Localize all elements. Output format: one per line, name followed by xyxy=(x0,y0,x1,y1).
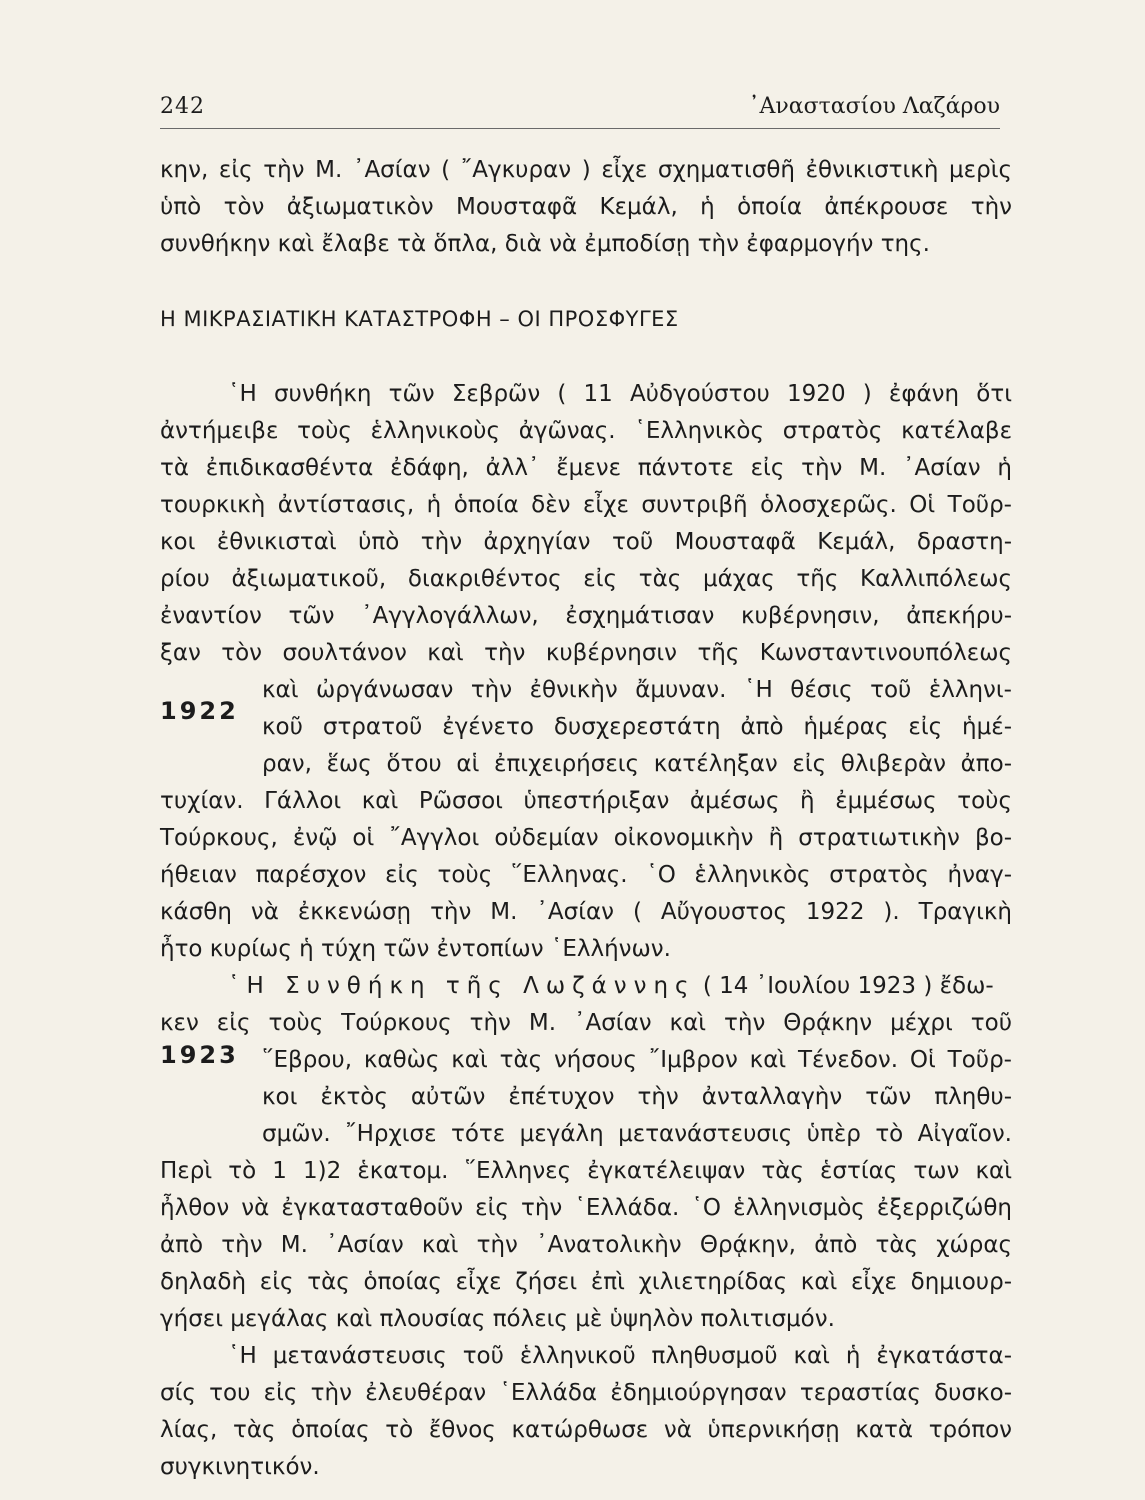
text-line: ῞Εβρου, καθὼς καὶ τὰς νήσους ῎Ιμβρον καὶ Τένεδον. Οἱ Τοῦρ- xyxy=(262,1047,1012,1073)
section-heading: Η ΜΙΚΡΑΣΙΑΤΙΚΗ ΚΑΤΑΣΤΡΟΦΗ – ΟΙ ΠΡΟΣΦΥΓΕΣ xyxy=(160,307,679,331)
page-number: 242 xyxy=(160,94,205,119)
text-line: ῾Η συνθήκη τῶν Σεβρῶν ( 11 Αὐδγούστου 1920 ) ἐφάνη ὅτι xyxy=(228,381,1012,407)
text-line: συνθήκην καὶ ἔλαβε τὰ ὅπλα, διὰ νὰ ἐμποδίσῃ τὴν ἐφαρμογήν της. xyxy=(160,231,930,257)
text-line: κοι ἐκτὸς αὐτῶν ἐπέτυχον τὴν ἀνταλλαγὴν τῶν πληθυ- xyxy=(262,1084,1012,1110)
text-line: ραν, ἕως ὅτου αἱ ἐπιχειρήσεις κατέληξαν εἰς θλιβερὰν ἀπο- xyxy=(262,751,1012,777)
text-line: Τούρκους, ἐνῷ οἱ ῎Αγγλοι οὐδεμίαν οἰκονομικὴν ἢ στρατιωτικὴν βο- xyxy=(160,825,1012,851)
running-title: ᾽Αναστασίου Λαζάρου xyxy=(748,94,1000,119)
text-line: ἀπὸ τὴν Μ. ᾽Ασίαν καὶ τὴν ᾽Ανατολικὴν Θρᾴκην, ἀπὸ τὰς χώρας xyxy=(160,1232,1012,1258)
text-line: ἐναντίον τῶν ᾽Αγγλογάλλων, ἐσχημάτισαν κυβέρνησιν, ἀπεκήρυ- xyxy=(160,603,1012,629)
text-line: ξαν τὸν σουλτάνον καὶ τὴν κυβέρνησιν τῆς Κωνσταντινουπόλεως xyxy=(160,640,1012,666)
text-line: τὰ ἐπιδικασθέντα ἐδάφη, ἀλλ᾽ ἔμενε πάντοτε εἰς τὴν Μ. ᾽Ασίαν ἡ xyxy=(160,455,1012,481)
text-line: καὶ ὠργάνωσαν τὴν ἐθνικὴν ἄμυναν. ῾Η θέσις τοῦ ἑλληνι- xyxy=(262,677,1012,703)
text-line: σίς του εἰς τὴν ἐλευθέραν ῾Ελλάδα ἐδημιούργησαν τεραστίας δυσκο- xyxy=(160,1380,1012,1406)
margin-year-1922: 1922 xyxy=(160,697,239,725)
text-line: δηλαδὴ εἰς τὰς ὁποίας εἶχε ζήσει ἐπὶ χιλιετηρίδας καὶ εἶχε δημιουρ- xyxy=(160,1269,1012,1295)
text-line: τουρκικὴ ἀντίστασις, ἡ ὁποία δὲν εἶχε συντριβῆ ὁλοσχερῶς. Οἱ Τοῦρ- xyxy=(160,492,1012,518)
text-line: ρίου ἀξιωματικοῦ, διακριθέντος εἰς τὰς μάχας τῆς Καλλιπόλεως xyxy=(160,566,1012,592)
text-line: ήθειαν παρέσχον εἰς τοὺς ῞Ελληνας. ῾Ο ἑλληνικὸς στρατὸς ἠναγ- xyxy=(160,862,1012,888)
text-line: κην, εἰς τὴν Μ. ᾽Ασίαν ( ῎Αγκυραν ) εἶχε σχηματισθῆ ἐθνικιστικὴ μερὶς xyxy=(160,157,1012,183)
text-line: ῾Η μετανάστευσις τοῦ ἑλληνικοῦ πληθυσμοῦ καὶ ἡ ἐγκατάστα- xyxy=(228,1343,1012,1369)
text-line: Περὶ τὸ 1 1)2 ἑκατομ. ῞Ελληνες ἐγκατέλειψαν τὰς ἑστίας των καὶ xyxy=(160,1158,1012,1184)
text-line: ὑπὸ τὸν ἀξιωματικὸν Μουσταφᾶ Κεμάλ, ἡ ὁποία ἀπέκρουσε τὴν xyxy=(160,194,1012,220)
text-line: κοι ἐθνικισταὶ ὑπὸ τὴν ἀρχηγίαν τοῦ Μουσταφᾶ Κεμάλ, δραστη- xyxy=(160,529,1012,555)
margin-year-1923: 1923 xyxy=(160,1041,239,1069)
text-line: συγκινητικόν. xyxy=(160,1454,320,1480)
treaty-name-spaced: ῾Η Συνθήκη τῆς Λωζάννης xyxy=(228,973,696,999)
text-line: γήσει μεγάλας καὶ πλουσίας πόλεις μὲ ὑψηλὸν πολιτισμόν. xyxy=(160,1306,835,1332)
text-line xyxy=(160,968,1012,1005)
body-text xyxy=(160,152,1012,1486)
treaty-date: ( 14 ᾽Ιουλίου 1923 ) ἔδω- xyxy=(702,973,994,999)
text-line: κεν εἰς τοὺς Τούρκους τὴν Μ. ᾽Ασίαν καὶ τὴν Θρᾴκην μέχρι τοῦ xyxy=(160,1010,1012,1036)
text-line: ἦλθον νὰ ἐγκατασταθοῦν εἰς τὴν ῾Ελλάδα. ῾Ο ἑλληνισμὸς ἐξερριζώθη xyxy=(160,1195,1012,1221)
text-line: λίας, τὰς ὁποίας τὸ ἔθνος κατώρθωσε νὰ ὑπερνικήσῃ κατὰ τρόπον xyxy=(160,1417,1012,1443)
text-line: κάσθη νὰ ἐκκενώσῃ τὴν Μ. ᾽Ασίαν ( Αὔγουστος 1922 ). Τραγικὴ xyxy=(160,899,1012,925)
text-line: ἦτο κυρίως ἡ τύχη τῶν ἐντοπίων ῾Ελλήνων. xyxy=(160,936,671,962)
text-line: ἀντήμειβε τοὺς ἑλληνικοὺς ἀγῶνας. ῾Ελληνικὸς στρατὸς κατέλαβε xyxy=(160,418,1012,444)
text-line: τυχίαν. Γάλλοι καὶ Ρῶσσοι ὑπεστήριξαν ἀμέσως ἢ ἐμμέσως τοὺς xyxy=(160,788,1012,814)
text-line xyxy=(160,709,1012,746)
text-line: σμῶν. ῎Ηρχισε τότε μεγάλη μετανάστευσις ὑπὲρ τὸ Αἰγαῖον. xyxy=(262,1121,1012,1147)
page-header xyxy=(160,94,1000,129)
text-line-content: κοῦ στρατοῦ ἐγένετο δυσχερεστάτη ἀπὸ ἡμέρας εἰς ἡμέ- xyxy=(262,714,1012,740)
